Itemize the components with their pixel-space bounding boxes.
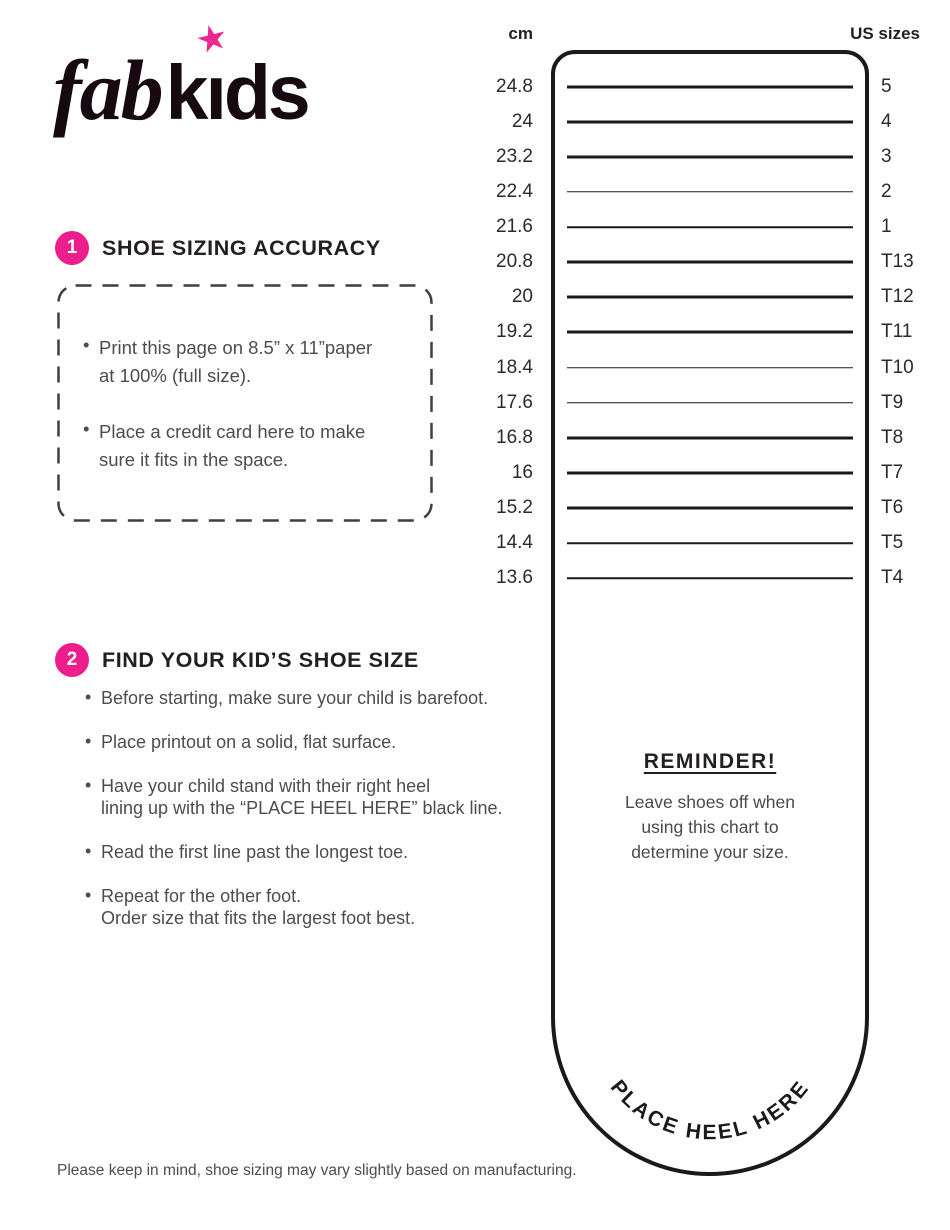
cm-value: 13.6 (496, 567, 533, 589)
measure-line-T10 (567, 367, 853, 369)
us-size-value: 5 (881, 75, 892, 97)
measure-line-T13 (567, 261, 853, 264)
measure-line-T5 (567, 543, 853, 545)
reminder-title: REMINDER! (643, 750, 777, 773)
list-item (83, 334, 415, 390)
measure-line-2 (567, 191, 853, 193)
us-size-value: T9 (881, 391, 904, 413)
cm-labels (420, 0, 533, 1230)
cm-value: 23.2 (496, 145, 533, 167)
cm-value: 19.2 (496, 321, 533, 343)
footer-note: Please keep in mind, shoe sizing may vary slightly based on manufacturing. (57, 1162, 577, 1179)
reminder-text: Leave shoes off when using this chart to determine your size. (625, 792, 795, 862)
cm-value: 21.6 (496, 216, 533, 238)
heel-arc (555, 1012, 865, 1172)
section1-title: SHOE SIZING ACCURACY (102, 235, 381, 260)
us-size-value: T11 (881, 321, 913, 343)
fabkids-logo (53, 16, 308, 140)
cm-value: 17.6 (496, 391, 533, 413)
foot-measure-chart (551, 50, 869, 1176)
measure-line-T11 (567, 331, 853, 334)
measure-line-T12 (567, 296, 853, 299)
cm-value: 14.4 (496, 532, 533, 554)
step-1-badge: 1 (55, 231, 89, 265)
bullet-dot: • (83, 418, 90, 439)
measure-line-T8 (567, 436, 853, 439)
cm-column-header: cm (508, 24, 533, 43)
bullet-line: Place printout on a solid, flat surface. (101, 732, 397, 752)
bullet-line: Print this page on 8.5” x 11”paper (99, 337, 373, 358)
bullet-line: Before starting, make sure your child is barefoot. (101, 688, 489, 708)
reminder-block (551, 750, 869, 865)
us-size-value: T12 (881, 286, 914, 308)
bullet-line: Order size that fits the largest foot best. (101, 908, 416, 928)
cm-value: 22.4 (496, 180, 533, 202)
bullet-line: Have your child stand with their right heel (101, 776, 431, 796)
cm-value: 24.8 (496, 75, 533, 97)
bullet-line: lining up with the “PLACE HEEL HERE” black line. (101, 798, 503, 818)
cm-value: 15.2 (496, 497, 533, 519)
measure-line-T6 (567, 507, 853, 510)
cm-value: 24 (511, 110, 533, 132)
cm-value: 16.8 (496, 426, 533, 448)
logo-fab-text: fab (53, 42, 162, 138)
bullet-dot: • (85, 841, 92, 861)
us-size-value: T4 (881, 567, 904, 589)
bullet-line: Read the first line past the longest toe. (101, 842, 409, 862)
bullet-dot: • (85, 885, 92, 905)
cm-value: 20 (511, 286, 533, 308)
measure-line-T9 (567, 402, 853, 404)
cm-value: 20.8 (496, 251, 533, 273)
section2-title: FIND YOUR KID’S SHOE SIZE (102, 647, 419, 672)
us-size-value: 4 (881, 110, 892, 132)
measure-line-T4 (567, 578, 853, 580)
us-size-value: T6 (881, 497, 904, 519)
us-size-value: 2 (881, 180, 892, 202)
step-2-badge: 2 (55, 643, 89, 677)
star-icon: ★ (191, 16, 231, 63)
us-sizes-column-header: US sizes (850, 24, 920, 43)
measure-line-3 (567, 155, 853, 158)
measure-line-1 (567, 226, 853, 228)
list-item (83, 418, 415, 474)
measure-line-4 (567, 120, 853, 123)
bullet-line: Place a credit card here to make (99, 421, 366, 442)
bullet-line: Repeat for the other foot. (101, 886, 302, 906)
bullet-line: sure it fits in the space. (99, 449, 289, 470)
us-size-labels (881, 0, 950, 1230)
place-heel-here-label: PLACE HEEL HERE (605, 1075, 815, 1145)
us-size-value: T8 (881, 426, 904, 448)
measure-line-5 (567, 85, 853, 88)
us-size-value: T13 (881, 251, 914, 273)
cm-value: 18.4 (496, 356, 533, 378)
us-size-value: 3 (881, 145, 892, 167)
section1-header (55, 231, 381, 265)
logo-kids-text: k ★ ıds (165, 16, 308, 136)
measure-line-T7 (567, 472, 853, 475)
us-size-value: 1 (881, 216, 892, 238)
bullet-dot: • (83, 334, 90, 355)
cm-value: 16 (511, 462, 533, 484)
us-size-value: T5 (881, 532, 904, 554)
bullet-line: at 100% (full size). (99, 365, 252, 386)
us-size-value: T7 (881, 462, 904, 484)
bullet-dot: • (85, 687, 92, 707)
us-size-value: T10 (881, 356, 914, 378)
bullet-dot: • (85, 731, 92, 751)
bullet-dot: • (85, 775, 92, 795)
section2-header (55, 643, 419, 677)
section1-bullets (57, 284, 433, 502)
